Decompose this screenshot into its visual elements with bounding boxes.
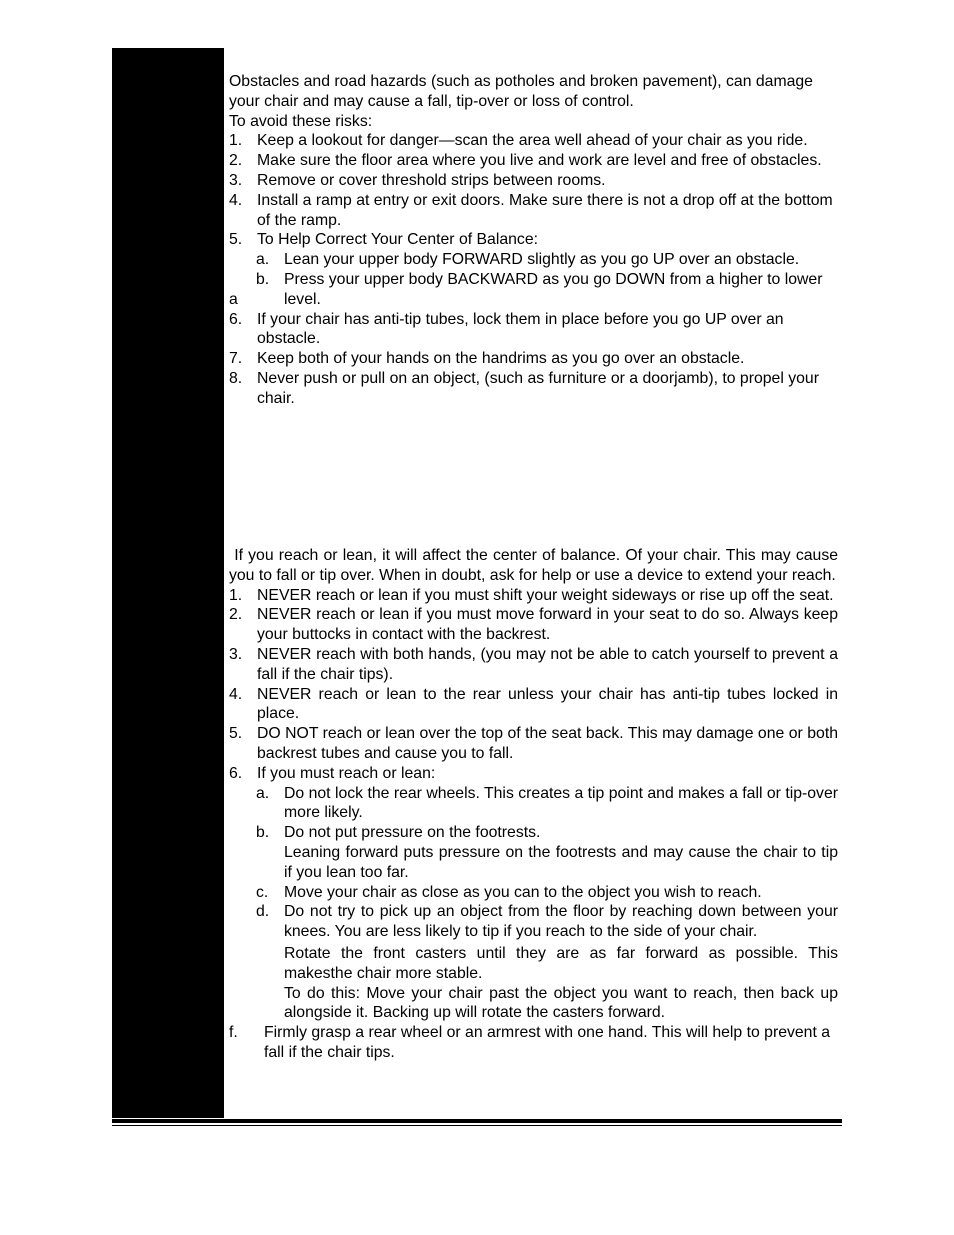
sub-list-item [229, 250, 838, 270]
list-item [229, 645, 838, 685]
list-item [229, 724, 838, 764]
list-text: NEVER reach with both hands, (you may not be able to catch yourself to prevent a fall if the chair tips). [257, 645, 838, 683]
list-text: To Help Correct Your Center of Balance: [257, 231, 538, 249]
list-number: 4. [229, 191, 243, 209]
list-text: If you must reach or lean: [257, 764, 436, 782]
sub-list-item [229, 902, 838, 942]
sub-list-text: Move your chair as close as you can to the object you wish to reach. [284, 883, 762, 901]
list-item [229, 586, 838, 606]
sub-list-text: Do not lock the rear wheels. This creates a tip point and makes a fall or tip-over more likely. [284, 784, 838, 822]
sub-list-text: Lean your upper body FORWARD slightly as you go UP over an obstacle. [284, 251, 800, 269]
list-text: Keep a lookout for danger—scan the area well ahead of your chair as you ride. [257, 132, 808, 150]
sub-list-letter: c. [256, 883, 269, 901]
list-item [229, 151, 838, 171]
left-sidebar-bar [112, 48, 224, 1118]
sub-list-letter: b. [256, 270, 270, 288]
sub-list-continuation: To do this: Move your chair past the object you want to reach, then back up alongside it. Backing up will rotate the casters forward. [284, 984, 838, 1022]
sub-list-item [229, 784, 838, 824]
section-obstacles [229, 72, 838, 409]
sub-list-item [229, 823, 838, 843]
sub-list-text: Do not try to pick up an object from the floor by reaching down between your knees. You are less likely to tip if you reach to the side of your chair. [284, 903, 838, 941]
list-number: 5. [229, 725, 243, 743]
sub-list-letter: b. [256, 824, 270, 842]
footer-rule-thin [112, 1125, 842, 1126]
list-item [229, 191, 838, 231]
list-item [229, 685, 838, 725]
list-item [229, 171, 838, 191]
list-number: 2. [229, 152, 243, 170]
sub-list-text: Press your upper body BACKWARD as you go DOWN from a higher to lower level. [284, 270, 823, 308]
list-item [229, 310, 838, 350]
sub-list-continuation: Rotate the front casters until they are as far forward as possible. This makesthe chair more stable. [284, 944, 838, 982]
list-number: 3. [229, 171, 243, 189]
list-text: If your chair has anti-tip tubes, lock them in place before you go UP over an obstacle. [257, 310, 784, 348]
footer-rule-thick [112, 1119, 842, 1123]
list-item [229, 131, 838, 151]
list-item [229, 230, 838, 250]
list-text: Keep both of your hands on the handrims as you go over an obstacle. [257, 350, 745, 368]
list-text: Make sure the floor area where you live and work are level and free of obstacles. [257, 152, 822, 170]
list-item [229, 349, 838, 369]
list-text: NEVER reach or lean to the rear unless your chair has anti-tip tubes locked in place. [257, 685, 838, 723]
sub-list-letter: d. [256, 903, 270, 921]
sub-list-item [229, 883, 838, 903]
list-text: NEVER reach or lean if you must move forward in your seat to do so. Always keep your buttocks in contact with the backrest. [257, 606, 838, 644]
sub-list-letter: a. [256, 251, 270, 269]
sub-list-item [229, 270, 838, 310]
sub-list-text: Do not put pressure on the footrests. [284, 824, 541, 842]
stray-prefix-letter: a [229, 290, 238, 308]
section-reaching-leaning [229, 546, 843, 1063]
list-letter: f. [229, 1024, 238, 1042]
lead-text: To avoid these risks: [229, 112, 373, 130]
list-number: 8. [229, 369, 243, 387]
sub-list-letter: a. [256, 784, 270, 802]
list-text: Install a ramp at entry or exit doors. Make sure there is not a drop off at the bottom of the ramp. [257, 191, 833, 229]
list-text: Remove or cover threshold strips between rooms. [257, 171, 606, 189]
list-number: 1. [229, 586, 243, 604]
list-item [229, 1023, 838, 1063]
sub-list-continuation: Leaning forward puts pressure on the footrests and may cause the chair to tip if you lean too far. [284, 843, 838, 881]
list-number: 4. [229, 685, 243, 703]
list-text: Firmly grasp a rear wheel or an armrest with one hand. This will help to prevent a fall if the chair tips. [264, 1024, 831, 1061]
list-number: 5. [229, 231, 243, 249]
list-text: Never push or pull on an object, (such as furniture or a doorjamb), to propel your chair. [257, 369, 819, 407]
intro-paragraph: Obstacles and road hazards (such as potholes and broken pavement), can damage your chair and may cause a fall, tip-over or loss of control. [229, 73, 813, 110]
list-item [229, 369, 838, 409]
list-item [229, 764, 838, 784]
intro-paragraph: If you reach or lean, it will affect the center of balance. Of your chair. This may cause you to fall or tip over. When in doubt, ask for help or use a device to extend your reach. [229, 547, 843, 584]
list-number: 1. [229, 132, 243, 150]
list-text: NEVER reach or lean if you must shift your weight sideways or rise up off the seat. [257, 586, 834, 604]
list-number: 7. [229, 350, 243, 368]
list-number: 2. [229, 606, 243, 624]
list-number: 6. [229, 310, 243, 328]
list-text: DO NOT reach or lean over the top of the seat back. This may damage one or both backrest tubes and cause you to fall. [257, 725, 838, 762]
list-item [229, 605, 838, 645]
list-number: 6. [229, 764, 243, 782]
list-number: 3. [229, 645, 243, 663]
